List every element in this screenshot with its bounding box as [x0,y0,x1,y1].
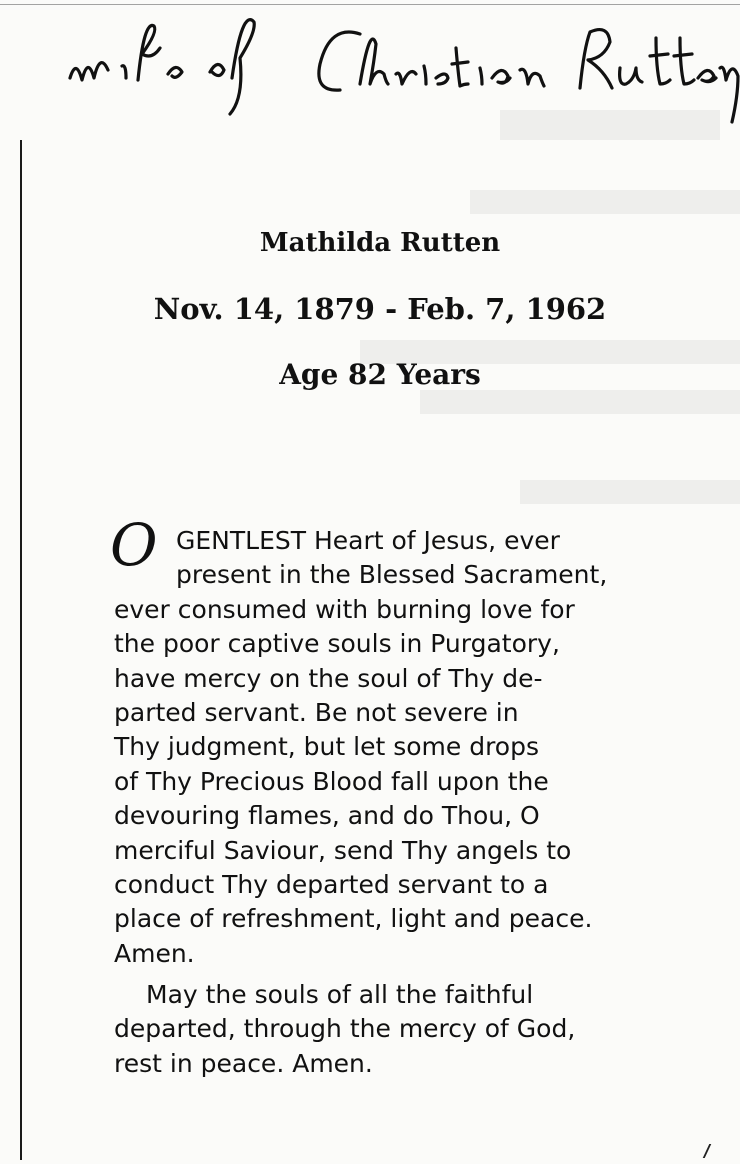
closing-line: May the souls of all the faithful [146,980,534,1009]
handwriting-signature-graphic [60,8,740,128]
top-edge-line [0,4,740,5]
prayer-text [114,524,674,971]
card-left-border [20,140,22,1160]
prayer-line: devouring flames, and do Thou, O [114,801,540,831]
prayer-line: place of refreshment, light and peace. [114,904,593,934]
prayer-line: ever consumed with burning love for [114,594,575,624]
age-line: Age 82 Years [279,358,481,391]
prayer-line: conduct Thy departed servant to a [114,870,549,900]
prayer-line: parted servant. Be not severe in [114,698,519,728]
closing-line: rest in peace. Amen. [114,1048,373,1078]
corner-mark [703,1144,722,1158]
prayer-line: Amen. [114,938,195,968]
handwritten-inscription [60,8,740,128]
prayer-line: of Thy Precious Blood fall upon the [114,766,549,796]
prayer-line: merciful Saviour, send Thy angels to [114,835,572,865]
prayer-line: have mercy on the soul of Thy de- [114,663,543,693]
prayer-dropcap: O [110,511,158,579]
prayer-line: Thy judgment, but let some drops [114,732,539,762]
life-dates: Nov. 14, 1879 - Feb. 7, 1962 [153,292,607,326]
prayer-line: present in the Blessed Sacrament, [176,560,608,590]
deceased-name: Mathilda Rutten [259,228,501,258]
prayer-line: the poor captive souls in Purgatory, [114,629,560,659]
closing-prayer [114,978,674,1081]
prayer-line: GENTLEST Heart of Jesus, ever [176,526,560,555]
closing-line: departed, through the mercy of God, [114,1014,576,1044]
